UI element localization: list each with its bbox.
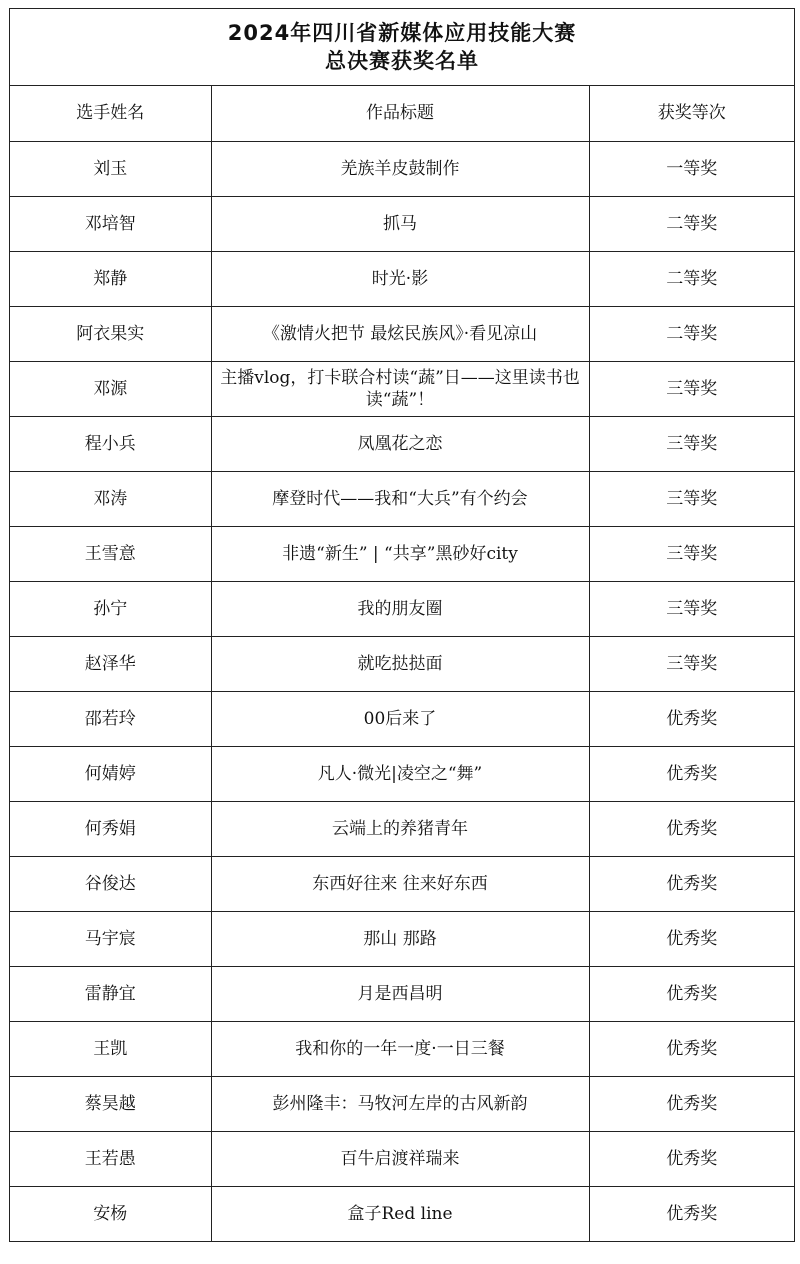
work-title-cell: 凤凰花之恋 <box>211 416 589 471</box>
table-row <box>10 581 794 636</box>
table-row <box>10 251 794 306</box>
header-name: 选手姓名 <box>10 86 211 141</box>
work-title-cell: 摩登时代——我和“大兵”有个约会 <box>211 471 589 526</box>
award-level-cell: 二等奖 <box>589 306 794 361</box>
table-row <box>10 1076 794 1131</box>
work-title-cell: 东西好往来 往来好东西 <box>211 856 589 911</box>
award-level-cell: 优秀奖 <box>589 1131 794 1186</box>
award-level-cell: 三等奖 <box>589 636 794 691</box>
table-row <box>10 416 794 471</box>
award-level-cell: 优秀奖 <box>589 746 794 801</box>
award-level-cell: 三等奖 <box>589 361 794 416</box>
award-level-cell: 优秀奖 <box>589 856 794 911</box>
table-header <box>10 86 794 141</box>
contestant-name-cell: 雷静宜 <box>10 966 211 1021</box>
work-title-cell: 主播vlog，打卡联合村读“蔬”日——这里读书也读“蔬”！ <box>211 361 589 416</box>
work-title-cell: 彭州隆丰：马牧河左岸的古风新韵 <box>211 1076 589 1131</box>
work-title-cell: 《激情火把节 最炫民族风》·看见凉山 <box>211 306 589 361</box>
award-level-cell: 三等奖 <box>589 581 794 636</box>
contestant-name-cell: 蔡昊越 <box>10 1076 211 1131</box>
award-level-cell: 二等奖 <box>589 196 794 251</box>
table-row <box>10 471 794 526</box>
work-title-cell: 百牛启渡祥瑞来 <box>211 1131 589 1186</box>
contestant-name-cell: 孙宁 <box>10 581 211 636</box>
work-title-cell: 羌族羊皮鼓制作 <box>211 141 589 196</box>
contestant-name-cell: 王雪意 <box>10 526 211 581</box>
award-level-cell: 二等奖 <box>589 251 794 306</box>
table-row <box>10 361 794 416</box>
work-title-cell: 00后来了 <box>211 691 589 746</box>
award-level-cell: 三等奖 <box>589 471 794 526</box>
contestant-name-cell: 刘玉 <box>10 141 211 196</box>
work-title-cell: 云端上的养猪青年 <box>211 801 589 856</box>
contestant-name-cell: 郑静 <box>10 251 211 306</box>
contestant-name-cell: 何秀娟 <box>10 801 211 856</box>
work-title-cell: 月是西昌明 <box>211 966 589 1021</box>
work-title-cell: 就吃挞挞面 <box>211 636 589 691</box>
table-row <box>10 526 794 581</box>
contestant-name-cell: 邓涛 <box>10 471 211 526</box>
award-level-cell: 优秀奖 <box>589 1186 794 1241</box>
contestant-name-cell: 王凯 <box>10 1021 211 1076</box>
award-level-cell: 优秀奖 <box>589 691 794 746</box>
title-line-2: 总决赛获奖名单 <box>325 49 479 73</box>
award-level-cell: 优秀奖 <box>589 1021 794 1076</box>
contestant-name-cell: 程小兵 <box>10 416 211 471</box>
contestant-name-cell: 谷俊达 <box>10 856 211 911</box>
contestant-name-cell: 王若愚 <box>10 1131 211 1186</box>
work-title-cell: 时光·影 <box>211 251 589 306</box>
work-title-cell: 我的朋友圈 <box>211 581 589 636</box>
award-level-cell: 优秀奖 <box>589 966 794 1021</box>
table-body <box>10 141 794 1241</box>
award-level-cell: 优秀奖 <box>589 911 794 966</box>
table-row <box>10 691 794 746</box>
table-row <box>10 306 794 361</box>
work-title-cell: 非遗“新生” | “共享”黑砂好city <box>211 526 589 581</box>
header-work: 作品标题 <box>211 86 589 141</box>
contestant-name-cell: 马宇宸 <box>10 911 211 966</box>
table-row <box>10 1131 794 1186</box>
award-level-cell: 一等奖 <box>589 141 794 196</box>
work-title-cell: 那山 那路 <box>211 911 589 966</box>
table-row <box>10 1021 794 1076</box>
document-title <box>10 9 794 86</box>
contestant-name-cell: 赵泽华 <box>10 636 211 691</box>
title-line-1: 2024年四川省新媒体应用技能大赛 <box>227 21 577 45</box>
work-title-cell: 盒子Red line <box>211 1186 589 1241</box>
table-row <box>10 911 794 966</box>
award-level-cell: 三等奖 <box>589 526 794 581</box>
table-row <box>10 856 794 911</box>
award-list-sheet <box>9 8 795 1242</box>
contestant-name-cell: 阿衣果实 <box>10 306 211 361</box>
header-award: 获奖等次 <box>589 86 794 141</box>
table-row <box>10 1186 794 1241</box>
work-title-cell: 抓马 <box>211 196 589 251</box>
work-title-cell: 我和你的一年一度·一日三餐 <box>211 1021 589 1076</box>
header-row <box>10 86 794 141</box>
table-row <box>10 801 794 856</box>
table-row <box>10 966 794 1021</box>
table-row <box>10 141 794 196</box>
award-level-cell: 优秀奖 <box>589 801 794 856</box>
award-table <box>10 86 794 1241</box>
award-level-cell: 三等奖 <box>589 416 794 471</box>
contestant-name-cell: 邓培智 <box>10 196 211 251</box>
contestant-name-cell: 邓源 <box>10 361 211 416</box>
table-row <box>10 636 794 691</box>
table-row <box>10 196 794 251</box>
work-title-cell: 凡人·微光|凌空之“舞” <box>211 746 589 801</box>
contestant-name-cell: 安杨 <box>10 1186 211 1241</box>
award-level-cell: 优秀奖 <box>589 1076 794 1131</box>
table-row <box>10 746 794 801</box>
contestant-name-cell: 何婧婷 <box>10 746 211 801</box>
contestant-name-cell: 邵若玲 <box>10 691 211 746</box>
